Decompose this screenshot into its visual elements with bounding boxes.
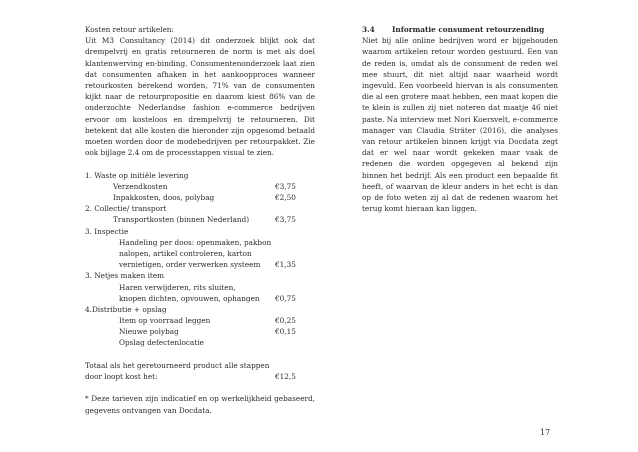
cost-list [85,170,315,349]
footnote: * Deze tarieven zijn indicatief en op werkelijkheid gebaseerd, gegevens ontvangen van Docdata. [85,394,315,415]
cost-row [85,192,315,203]
cost-row [85,226,315,237]
intro-paragraph: Uit M3 Consultancy (2014) dit onderzoek blijkt ook dat drempelvrij en gratis retourneren de norm is met als doel klantenwerving en-binding. Consumentenonderzoek laat zien dat consumenten afhaken in het aankoopproces wanneer retourkosten berekend worden, 71% van de consumenten kijkt naar de retourpropositie en daarom kiest 86% van de onderzochte Nederlandse fashion e-commerce bedrijven ervoor om kosteloos en drempelvrij te retourneren. Dit betekent dat alle kosten die hieronder zijn opgesomd betaald moeten worden door de modebedrijven per retourpakket. Zie ook bijlage 2.4 om de processtappen visual te zien. [85,36,315,158]
cost-label: Verzendkosten [113,181,168,191]
cost-amount: €0,25 [275,316,296,326]
costs-title: Kosten retour artikelen: [85,25,174,34]
cost-amount: €3,75 [275,181,296,191]
section-number: 3.4 [362,25,375,34]
cost-row [85,181,315,192]
total-amount: €12,5 [275,372,296,381]
right-column [362,24,558,214]
cost-row [85,293,315,304]
cost-label: 2. Collectie/ transport [85,204,167,214]
cost-row [85,270,315,281]
section-heading [362,24,558,35]
spacer [85,349,315,360]
cost-row [85,304,315,315]
spacer [85,158,315,169]
cost-amount: €3,75 [275,215,296,225]
cost-label: Handeling per doos: openmaken, pakbon [119,237,272,247]
cost-row [85,170,315,181]
cost-row [85,248,315,259]
cost-label: 1. Waste op initiële levering [85,170,189,180]
total-label: Totaal als het geretourneerd product alle stappen door loopt kost het: [85,360,270,382]
cost-label: 3. Netjes maken item [85,271,165,281]
cost-row [85,282,315,293]
page-number: 17 [540,428,551,437]
cost-amount: €1,35 [275,260,296,270]
cost-row [85,337,315,348]
cost-row [85,259,315,270]
left-column [85,24,315,416]
cost-label: nalopen, artikel controleren, karton [119,248,252,258]
cost-row [85,203,315,214]
cost-row [85,237,315,248]
cost-label: Nieuwe polybag [119,327,179,337]
cost-row [85,315,315,326]
cost-label: Inpakkosten, doos, polybag [113,193,215,202]
cost-label: Opslag defectenlocatie [119,338,204,348]
section-body: Niet bij alle online bedrijven word er bijgehouden waarom artikelen retour worden gestuurd. Een van de reden is, omdat als de consument de reden wel mee stuurt, dit niet altijd naar waarheid wordt ingevuld. Een voorbeeld hiervan is als consumenten die al een grotere maat hebben, een maat kopen die te klein is zullen zij niet noteren dat maatje 46 niet paste. Na interview met Nori Koersvelt, e-commerce manager van Claudia Sträter (2016), die analyses van retour artikelen binnen krijgt via Docdata zegt dat er wel naar wordt gekeken maar vaak de redenen die worden opgegeven al bekend zijn binnen het bedrijf. Als een product een bepaalde fit heeft, of waarvan de kleur anders in het echt is dan op de foto weten zij al dat de redenen waarom het terug komt hieraan kan liggen. [362,36,558,214]
cost-label: Transportkosten (binnen Nederland) [113,215,250,225]
cost-label: Item op voorraad leggen [119,316,211,326]
cost-label: vernietigen, order verwerken systeem [119,260,261,270]
cost-amount: €0,75 [275,293,296,303]
cost-label: 3. Inspectie [85,226,129,236]
cost-row [85,214,315,225]
spacer [85,382,315,393]
cost-row [85,326,315,337]
cost-amount: €2,50 [275,193,296,202]
total-block [85,360,315,382]
cost-label: knopen dichten, opvouwen, ophangen [119,293,260,303]
cost-label: 4.Distributie + opslag [85,304,167,314]
cost-label: Haren verwijderen, rits sluiten, [119,282,236,292]
section-title: Informatie consument retourzending [392,25,545,34]
cost-amount: €0,15 [275,327,296,337]
